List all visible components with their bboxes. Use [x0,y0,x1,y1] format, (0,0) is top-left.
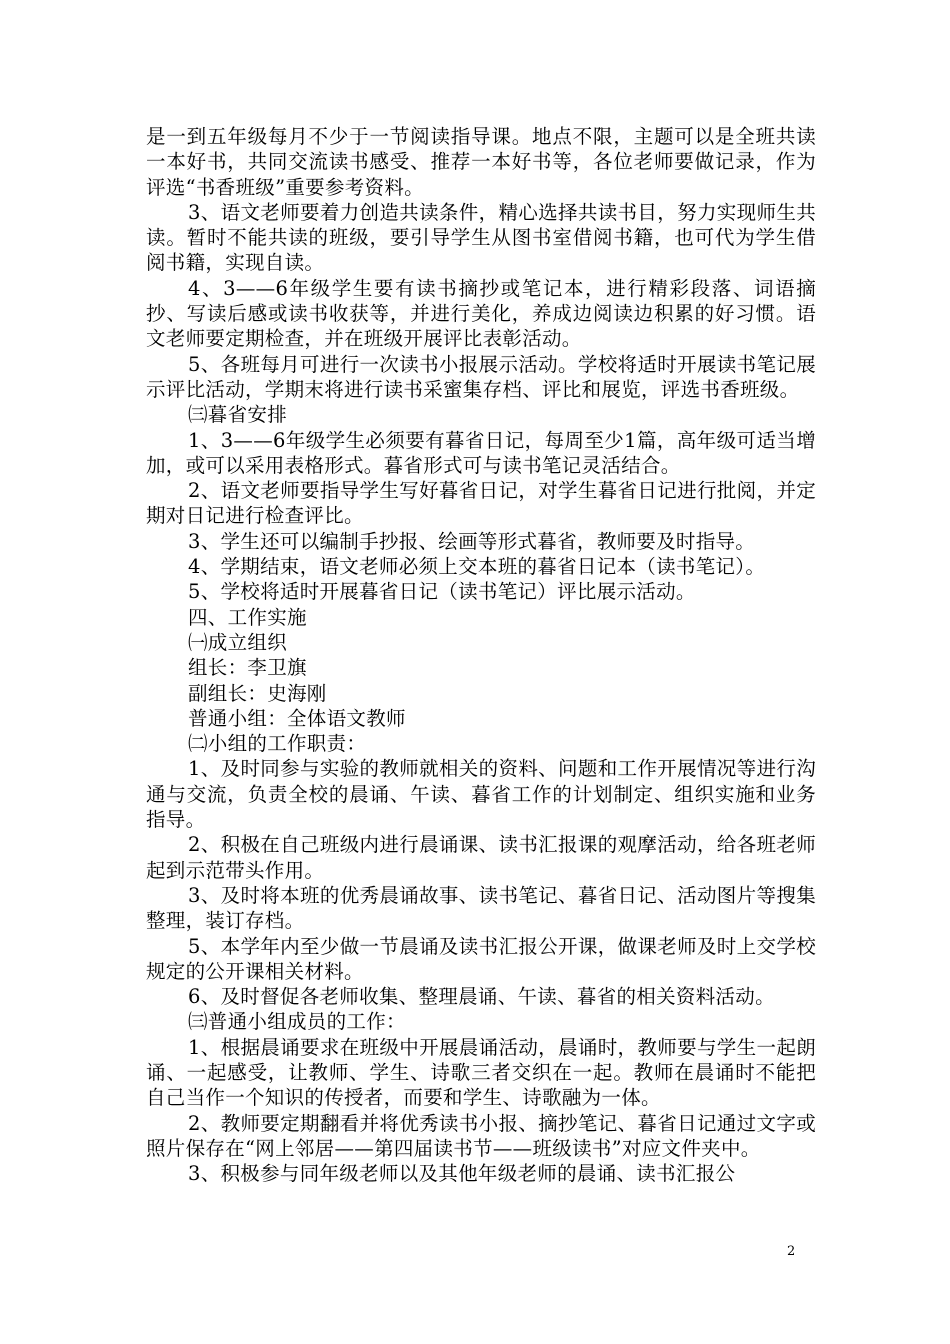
paragraph: 5、学校将适时开展暮省日记（读书笔记）评比展示活动。 [188,580,696,604]
section-heading: ㈠成立组织 [188,630,288,654]
team-members: 普通小组：全体语文教师 [188,706,406,730]
section-heading: ㈢暮省安排 [188,403,288,427]
paragraph: 2、积极在自己班级内进行晨诵课、读书汇报课的观摩活动，给各班老师起到示范带头作用。 [146,833,816,882]
section-heading: ㈡小组的工作职责： [188,732,367,756]
paragraph: 6、及时督促各老师收集、整理晨诵、午读、暮省的相关资料活动。 [188,985,775,1009]
paragraph: 5、各班每月可进行一次读书小报展示活动。学校将适时开展读书笔记展示评比活动，学期末将进行读书采蜜集存档、评比和展览，评选书香班级。 [146,352,816,401]
page-number: 2 [787,1244,796,1259]
paragraph: 4、学期结束，语文老师必须上交本班的暮省日记本（读书笔记）。 [188,555,766,579]
paragraph: 3、语文老师要着力创造共读条件，精心选择共读书目，努力实现师生共读。暂时不能共读的班级，要引导学生从图书室借阅书籍，也可代为学生借阅书籍，实现自读。 [146,200,816,275]
paragraph: 2、教师要定期翻看并将优秀读书小报、摘抄笔记、暮省日记通过文字或照片保存在“网上邻居——第四届读书节——班级读书”对应文件夹中。 [146,1111,816,1160]
team-leader: 组长：李卫旗 [188,656,307,680]
paragraph: 1、3——6年级学生必须要有暮省日记，每周至少1篇，高年级可适当增加，或可以采用表格形式。暮省形式可与读书笔记灵活结合。 [146,428,816,477]
paragraph: 是一到五年级每月不少于一节阅读指导课。地点不限，主题可以是全班共读一本好书，共同交流读书感受、推荐一本好书等，各位老师要做记录，作为评选“书香班级”重要参考资料。 [146,125,816,199]
team-deputy-leader: 副组长：史海刚 [188,681,327,705]
paragraph: 3、积极参与同年级老师以及其他年级老师的晨诵、读书汇报公 [188,1162,736,1186]
paragraph: 5、本学年内至少做一节晨诵及读书汇报公开课，做课老师及时上交学校规定的公开课相关材料。 [146,934,816,983]
section-heading: ㈢普通小组成员的工作： [188,1010,406,1034]
paragraph: 1、根据晨诵要求在班级中开展晨诵活动，晨诵时，教师要与学生一起朗诵、一起感受，让教师、学生、诗歌三者交织在一起。教师在晨诵时不能把自己当作一个知识的传授者，而要和学生、诗歌融为一体。 [146,1035,816,1110]
section-heading: 四、工作实施 [188,605,307,629]
paragraph: 1、及时同参与实验的教师就相关的资料、问题和工作开展情况等进行沟通与交流，负责全校的晨诵、午读、暮省工作的计划制定、组织实施和业务指导。 [146,757,816,832]
paragraph: 3、学生还可以编制手抄报、绘画等形式暮省，教师要及时指导。 [188,529,756,553]
paragraph: 3、及时将本班的优秀晨诵故事、读书笔记、暮省日记、活动图片等搜集整理，装订存档。 [146,883,816,933]
paragraph: 4、3——6年级学生要有读书摘抄或笔记本，进行精彩段落、词语摘抄、写读后感或读书收获等，并进行美化，养成边阅读边积累的好习惯。语文老师要定期检查，并在班级开展评比表彰活动。 [146,276,816,351]
paragraph: 2、语文老师要指导学生写好暮省日记，对学生暮省日记进行批阅，并定期对日记进行检查评比。 [146,479,816,528]
document-body [146,124,816,1186]
